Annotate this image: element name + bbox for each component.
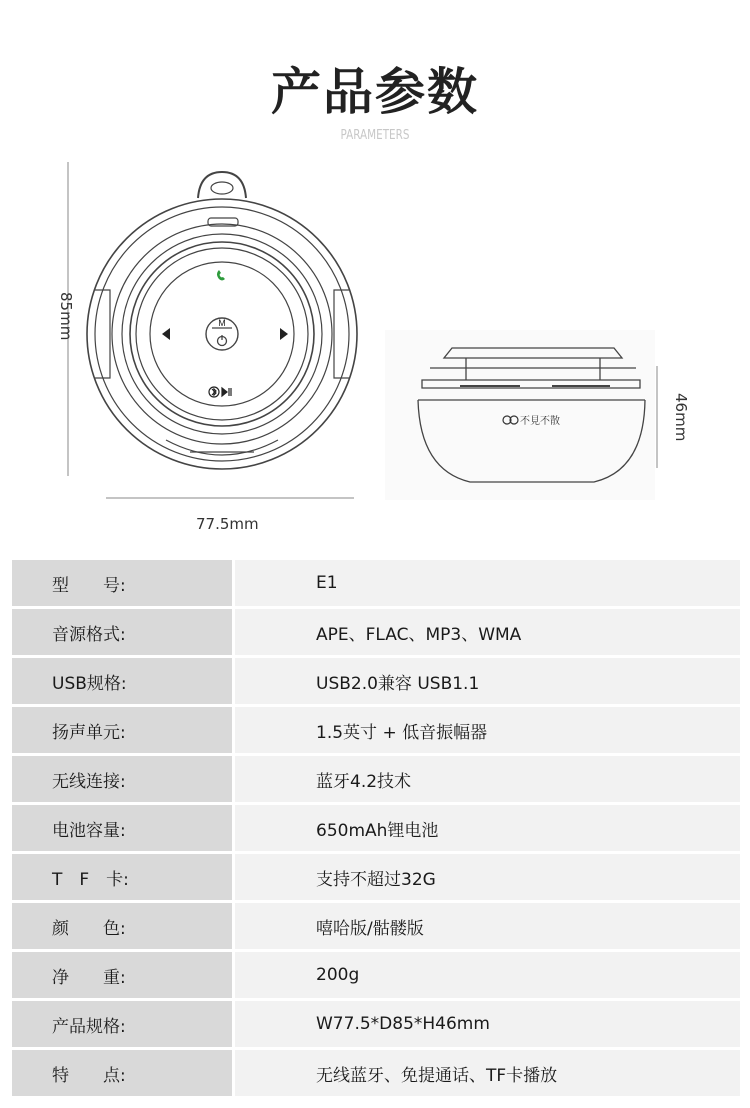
param-value: 650mAh锂电池 [235,805,740,854]
parameters-table [12,560,740,1099]
param-key: 净 重: [12,952,235,1001]
table-row [12,658,740,707]
table-row [12,1050,740,1099]
param-value: 无线蓝牙、免提通话、TF卡播放 [235,1050,740,1099]
table-row [12,609,740,658]
table-row [12,756,740,805]
height-dimension: 46mm [672,393,690,442]
logo-text: 不見不散 [520,416,560,427]
param-value: 1.5英寸 + 低音振幅器 [235,707,740,756]
param-key: 无线连接: [12,756,235,805]
page-subtitle: PARAMETERS [340,128,410,143]
speaker-side-view [385,330,655,500]
table-row [12,707,740,756]
button-m-label: M [218,318,226,328]
param-key: USB规格: [12,658,235,707]
param-key: 颜 色: [12,903,235,952]
table-row [12,854,740,903]
param-value: USB2.0兼容 USB1.1 [235,658,740,707]
param-value: 嘻哈版/骷髅版 [235,903,740,952]
depth-dimension: 85mm [57,292,75,341]
product-drawing [0,150,750,550]
param-value: APE、FLAC、MP3、WMA [235,609,740,658]
param-value: 200g [235,952,740,1001]
phone-icon [217,270,225,281]
param-value: 支持不超过32G [235,854,740,903]
param-value: W77.5*D85*H46mm [235,1001,740,1050]
table-row [12,1001,740,1050]
bluetooth-play-icon [209,387,231,397]
table-row [12,805,740,854]
param-value: E1 [235,560,740,609]
table-row [12,952,740,1001]
table-row [12,903,740,952]
prev-arrow-icon [162,328,170,340]
param-key: 扬声单元: [12,707,235,756]
param-key: 电池容量: [12,805,235,854]
param-key: 特 点: [12,1050,235,1099]
width-dimension: 77.5mm [196,515,259,533]
param-key: 型 号: [12,560,235,609]
param-key: 产品规格: [12,1001,235,1050]
page-title: 产品参数 [271,63,479,121]
table-row [12,560,740,609]
param-value: 蓝牙4.2技术 [235,756,740,805]
next-arrow-icon [280,328,288,340]
param-key: 音源格式: [12,609,235,658]
param-key: T F 卡: [12,854,235,903]
